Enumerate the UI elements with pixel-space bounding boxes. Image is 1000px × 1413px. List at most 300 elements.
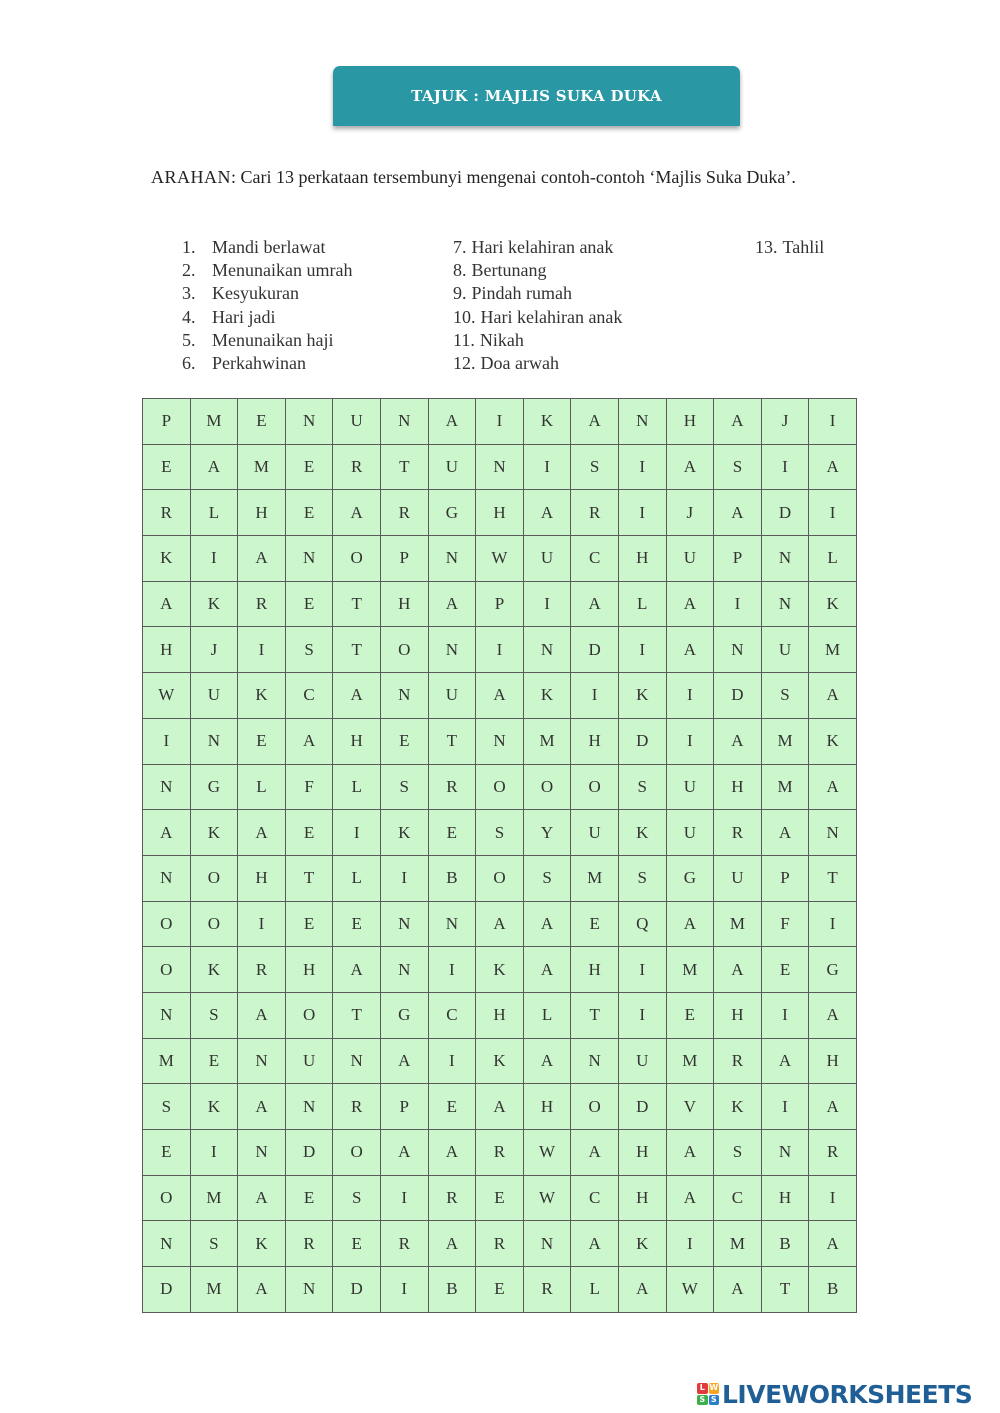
grid-cell[interactable]: N <box>428 627 476 673</box>
grid-cell[interactable]: K <box>380 810 428 856</box>
grid-cell[interactable]: A <box>238 536 286 582</box>
grid-cell[interactable]: I <box>809 1175 857 1221</box>
grid-cell[interactable]: K <box>809 718 857 764</box>
grid-cell[interactable]: K <box>523 673 571 719</box>
grid-cell[interactable]: T <box>333 627 381 673</box>
grid-cell[interactable]: A <box>666 627 714 673</box>
grid-cell[interactable]: S <box>285 627 333 673</box>
grid-cell[interactable]: T <box>428 718 476 764</box>
grid-cell[interactable]: A <box>809 1221 857 1267</box>
grid-cell[interactable]: R <box>809 1130 857 1176</box>
grid-cell[interactable]: O <box>476 855 524 901</box>
grid-cell[interactable]: E <box>285 810 333 856</box>
grid-cell[interactable]: N <box>809 810 857 856</box>
grid-cell[interactable]: I <box>143 718 191 764</box>
grid-cell[interactable]: U <box>285 1038 333 1084</box>
grid-cell[interactable]: I <box>190 536 238 582</box>
grid-cell[interactable]: U <box>428 444 476 490</box>
grid-cell[interactable]: S <box>190 1221 238 1267</box>
grid-cell[interactable]: I <box>190 1130 238 1176</box>
grid-cell[interactable]: O <box>333 1130 381 1176</box>
grid-cell[interactable]: A <box>571 1130 619 1176</box>
grid-cell[interactable]: E <box>285 581 333 627</box>
grid-cell[interactable]: R <box>143 490 191 536</box>
grid-cell[interactable]: I <box>761 1084 809 1130</box>
grid-cell[interactable]: H <box>238 855 286 901</box>
grid-cell[interactable]: E <box>333 901 381 947</box>
grid-cell[interactable]: N <box>380 673 428 719</box>
grid-cell[interactable]: G <box>380 992 428 1038</box>
grid-cell[interactable]: K <box>618 810 666 856</box>
grid-cell[interactable]: H <box>618 536 666 582</box>
grid-cell[interactable]: E <box>285 490 333 536</box>
grid-cell[interactable]: U <box>761 627 809 673</box>
grid-cell[interactable]: S <box>618 855 666 901</box>
grid-cell[interactable]: A <box>714 1267 762 1313</box>
grid-cell[interactable]: K <box>238 673 286 719</box>
grid-cell[interactable]: A <box>666 1175 714 1221</box>
grid-cell[interactable]: I <box>666 1221 714 1267</box>
grid-cell[interactable]: U <box>666 810 714 856</box>
grid-cell[interactable]: E <box>238 399 286 445</box>
grid-cell[interactable]: N <box>333 1038 381 1084</box>
grid-cell[interactable]: G <box>190 764 238 810</box>
grid-cell[interactable]: N <box>761 536 809 582</box>
grid-cell[interactable]: H <box>238 490 286 536</box>
grid-cell[interactable]: K <box>618 1221 666 1267</box>
grid-cell[interactable]: E <box>143 444 191 490</box>
grid-cell[interactable]: N <box>238 1130 286 1176</box>
grid-cell[interactable]: M <box>190 1267 238 1313</box>
grid-cell[interactable]: I <box>618 490 666 536</box>
grid-cell[interactable]: H <box>285 947 333 993</box>
grid-cell[interactable]: K <box>238 1221 286 1267</box>
grid-cell[interactable]: R <box>476 1130 524 1176</box>
grid-cell[interactable]: I <box>333 810 381 856</box>
grid-cell[interactable]: I <box>238 627 286 673</box>
grid-cell[interactable]: S <box>714 444 762 490</box>
grid-cell[interactable]: I <box>476 399 524 445</box>
grid-cell[interactable]: R <box>380 1221 428 1267</box>
grid-cell[interactable]: R <box>285 1221 333 1267</box>
grid-cell[interactable]: D <box>571 627 619 673</box>
grid-cell[interactable]: O <box>571 764 619 810</box>
grid-cell[interactable]: A <box>809 673 857 719</box>
grid-cell[interactable]: D <box>333 1267 381 1313</box>
grid-cell[interactable]: O <box>333 536 381 582</box>
grid-cell[interactable]: T <box>285 855 333 901</box>
grid-cell[interactable]: A <box>761 1038 809 1084</box>
grid-cell[interactable]: I <box>523 444 571 490</box>
grid-cell[interactable]: G <box>809 947 857 993</box>
grid-cell[interactable]: U <box>714 855 762 901</box>
grid-cell[interactable]: S <box>761 673 809 719</box>
grid-cell[interactable]: I <box>618 627 666 673</box>
grid-cell[interactable]: A <box>761 810 809 856</box>
grid-cell[interactable]: K <box>476 1038 524 1084</box>
grid-cell[interactable]: L <box>190 490 238 536</box>
grid-cell[interactable]: M <box>190 1175 238 1221</box>
grid-cell[interactable]: N <box>523 1221 571 1267</box>
grid-cell[interactable]: A <box>380 1130 428 1176</box>
grid-cell[interactable]: T <box>333 992 381 1038</box>
grid-cell[interactable]: U <box>333 399 381 445</box>
grid-cell[interactable]: W <box>523 1175 571 1221</box>
grid-cell[interactable]: I <box>476 627 524 673</box>
grid-cell[interactable]: U <box>618 1038 666 1084</box>
grid-cell[interactable]: A <box>190 444 238 490</box>
grid-cell[interactable]: H <box>571 718 619 764</box>
grid-cell[interactable]: I <box>809 399 857 445</box>
grid-cell[interactable]: A <box>143 810 191 856</box>
grid-cell[interactable]: A <box>523 490 571 536</box>
grid-cell[interactable]: P <box>380 1084 428 1130</box>
grid-cell[interactable]: N <box>380 901 428 947</box>
grid-cell[interactable]: M <box>761 718 809 764</box>
grid-cell[interactable]: O <box>285 992 333 1038</box>
grid-cell[interactable]: M <box>666 947 714 993</box>
grid-cell[interactable]: P <box>380 536 428 582</box>
grid-cell[interactable]: B <box>809 1267 857 1313</box>
grid-cell[interactable]: D <box>285 1130 333 1176</box>
grid-cell[interactable]: A <box>809 764 857 810</box>
grid-cell[interactable]: K <box>190 581 238 627</box>
grid-cell[interactable]: A <box>714 947 762 993</box>
grid-cell[interactable]: P <box>714 536 762 582</box>
grid-cell[interactable]: L <box>618 581 666 627</box>
grid-cell[interactable]: R <box>238 581 286 627</box>
grid-cell[interactable]: J <box>190 627 238 673</box>
grid-cell[interactable]: B <box>428 855 476 901</box>
grid-cell[interactable]: W <box>666 1267 714 1313</box>
grid-cell[interactable]: A <box>476 901 524 947</box>
grid-cell[interactable]: U <box>666 764 714 810</box>
grid-cell[interactable]: H <box>618 1130 666 1176</box>
grid-cell[interactable]: A <box>428 581 476 627</box>
grid-cell[interactable]: C <box>285 673 333 719</box>
grid-cell[interactable]: I <box>809 490 857 536</box>
grid-cell[interactable]: A <box>428 399 476 445</box>
grid-cell[interactable]: C <box>571 536 619 582</box>
grid-cell[interactable]: H <box>666 399 714 445</box>
grid-cell[interactable]: M <box>571 855 619 901</box>
grid-cell[interactable]: H <box>714 764 762 810</box>
grid-cell[interactable]: S <box>571 444 619 490</box>
grid-cell[interactable]: C <box>571 1175 619 1221</box>
grid-cell[interactable]: H <box>333 718 381 764</box>
grid-cell[interactable]: S <box>333 1175 381 1221</box>
grid-cell[interactable]: A <box>571 399 619 445</box>
grid-cell[interactable]: N <box>761 1130 809 1176</box>
grid-cell[interactable]: A <box>666 901 714 947</box>
grid-cell[interactable]: E <box>285 1175 333 1221</box>
grid-cell[interactable]: D <box>618 718 666 764</box>
grid-cell[interactable]: K <box>190 1084 238 1130</box>
grid-cell[interactable]: F <box>761 901 809 947</box>
grid-cell[interactable]: N <box>143 1221 191 1267</box>
grid-cell[interactable]: D <box>143 1267 191 1313</box>
grid-cell[interactable]: R <box>428 764 476 810</box>
grid-cell[interactable]: P <box>143 399 191 445</box>
grid-cell[interactable]: J <box>666 490 714 536</box>
grid-cell[interactable]: E <box>143 1130 191 1176</box>
grid-cell[interactable]: R <box>380 490 428 536</box>
grid-cell[interactable]: L <box>523 992 571 1038</box>
grid-cell[interactable]: E <box>571 901 619 947</box>
grid-cell[interactable]: I <box>618 992 666 1038</box>
grid-cell[interactable]: N <box>285 536 333 582</box>
grid-cell[interactable]: S <box>618 764 666 810</box>
grid-cell[interactable]: A <box>523 901 571 947</box>
grid-cell[interactable]: I <box>380 1175 428 1221</box>
grid-cell[interactable]: M <box>666 1038 714 1084</box>
grid-cell[interactable]: T <box>380 444 428 490</box>
grid-cell[interactable]: E <box>666 992 714 1038</box>
grid-cell[interactable]: A <box>285 718 333 764</box>
grid-cell[interactable]: N <box>618 399 666 445</box>
grid-cell[interactable]: N <box>238 1038 286 1084</box>
grid-cell[interactable]: A <box>238 1175 286 1221</box>
grid-cell[interactable]: C <box>428 992 476 1038</box>
grid-cell[interactable]: S <box>523 855 571 901</box>
grid-cell[interactable]: R <box>714 1038 762 1084</box>
grid-cell[interactable]: H <box>809 1038 857 1084</box>
grid-cell[interactable]: R <box>714 810 762 856</box>
grid-cell[interactable]: A <box>523 947 571 993</box>
grid-cell[interactable]: A <box>238 1267 286 1313</box>
grid-cell[interactable]: J <box>761 399 809 445</box>
grid-cell[interactable]: A <box>666 1130 714 1176</box>
grid-cell[interactable]: E <box>428 810 476 856</box>
grid-cell[interactable]: N <box>714 627 762 673</box>
grid-cell[interactable]: A <box>618 1267 666 1313</box>
grid-cell[interactable]: A <box>714 718 762 764</box>
grid-cell[interactable]: R <box>333 444 381 490</box>
grid-cell[interactable]: U <box>666 536 714 582</box>
grid-cell[interactable]: E <box>761 947 809 993</box>
grid-cell[interactable]: M <box>714 901 762 947</box>
grid-cell[interactable]: F <box>285 764 333 810</box>
grid-cell[interactable]: K <box>523 399 571 445</box>
grid-cell[interactable]: S <box>190 992 238 1038</box>
grid-cell[interactable]: R <box>428 1175 476 1221</box>
grid-cell[interactable]: M <box>714 1221 762 1267</box>
grid-cell[interactable]: R <box>238 947 286 993</box>
grid-cell[interactable]: K <box>809 581 857 627</box>
grid-cell[interactable]: I <box>571 673 619 719</box>
grid-cell[interactable]: A <box>380 1038 428 1084</box>
grid-cell[interactable]: N <box>285 1267 333 1313</box>
grid-cell[interactable]: A <box>238 1084 286 1130</box>
grid-cell[interactable]: I <box>380 1267 428 1313</box>
grid-cell[interactable]: E <box>380 718 428 764</box>
grid-cell[interactable]: G <box>666 855 714 901</box>
grid-cell[interactable]: L <box>571 1267 619 1313</box>
grid-cell[interactable]: E <box>285 444 333 490</box>
grid-cell[interactable]: I <box>380 855 428 901</box>
grid-cell[interactable]: P <box>761 855 809 901</box>
grid-cell[interactable]: N <box>571 1038 619 1084</box>
grid-cell[interactable]: T <box>761 1267 809 1313</box>
grid-cell[interactable]: A <box>428 1221 476 1267</box>
grid-cell[interactable]: R <box>571 490 619 536</box>
grid-cell[interactable]: L <box>333 764 381 810</box>
grid-cell[interactable]: L <box>238 764 286 810</box>
grid-cell[interactable]: S <box>380 764 428 810</box>
grid-cell[interactable]: Y <box>523 810 571 856</box>
grid-cell[interactable]: H <box>476 992 524 1038</box>
grid-cell[interactable]: S <box>714 1130 762 1176</box>
grid-cell[interactable]: N <box>523 627 571 673</box>
grid-cell[interactable]: E <box>190 1038 238 1084</box>
grid-cell[interactable]: I <box>428 1038 476 1084</box>
grid-cell[interactable]: I <box>523 581 571 627</box>
grid-cell[interactable]: A <box>333 673 381 719</box>
grid-cell[interactable]: H <box>523 1084 571 1130</box>
grid-cell[interactable]: N <box>428 536 476 582</box>
grid-cell[interactable]: G <box>428 490 476 536</box>
grid-cell[interactable]: O <box>143 947 191 993</box>
grid-cell[interactable]: L <box>809 536 857 582</box>
grid-cell[interactable]: U <box>523 536 571 582</box>
grid-cell[interactable]: E <box>476 1267 524 1313</box>
grid-cell[interactable]: N <box>285 1084 333 1130</box>
grid-cell[interactable]: W <box>523 1130 571 1176</box>
grid-cell[interactable]: R <box>523 1267 571 1313</box>
grid-cell[interactable]: H <box>618 1175 666 1221</box>
grid-cell[interactable]: K <box>476 947 524 993</box>
grid-cell[interactable]: O <box>380 627 428 673</box>
grid-cell[interactable]: A <box>666 581 714 627</box>
grid-cell[interactable]: N <box>143 764 191 810</box>
grid-cell[interactable]: N <box>190 718 238 764</box>
grid-cell[interactable]: O <box>190 855 238 901</box>
grid-cell[interactable]: O <box>190 901 238 947</box>
grid-cell[interactable]: A <box>714 399 762 445</box>
grid-cell[interactable]: A <box>238 810 286 856</box>
grid-cell[interactable]: I <box>618 947 666 993</box>
grid-cell[interactable]: H <box>476 490 524 536</box>
grid-cell[interactable]: E <box>285 901 333 947</box>
grid-cell[interactable]: N <box>761 581 809 627</box>
grid-cell[interactable]: N <box>143 855 191 901</box>
grid-cell[interactable]: B <box>428 1267 476 1313</box>
grid-cell[interactable]: U <box>190 673 238 719</box>
grid-cell[interactable]: O <box>523 764 571 810</box>
grid-cell[interactable]: S <box>143 1084 191 1130</box>
grid-cell[interactable]: H <box>714 992 762 1038</box>
grid-cell[interactable]: A <box>809 992 857 1038</box>
grid-cell[interactable]: N <box>476 718 524 764</box>
grid-cell[interactable]: W <box>476 536 524 582</box>
grid-cell[interactable]: Q <box>618 901 666 947</box>
grid-cell[interactable]: S <box>476 810 524 856</box>
grid-cell[interactable]: A <box>571 1221 619 1267</box>
grid-cell[interactable]: A <box>238 992 286 1038</box>
grid-cell[interactable]: A <box>428 1130 476 1176</box>
grid-cell[interactable]: A <box>523 1038 571 1084</box>
grid-cell[interactable]: E <box>428 1084 476 1130</box>
grid-cell[interactable]: A <box>476 1084 524 1130</box>
grid-cell[interactable]: M <box>761 764 809 810</box>
grid-cell[interactable]: A <box>476 673 524 719</box>
grid-cell[interactable]: D <box>761 490 809 536</box>
grid-cell[interactable]: N <box>428 901 476 947</box>
grid-cell[interactable]: T <box>333 581 381 627</box>
grid-cell[interactable]: A <box>809 1084 857 1130</box>
grid-cell[interactable]: M <box>143 1038 191 1084</box>
grid-cell[interactable]: K <box>714 1084 762 1130</box>
grid-cell[interactable]: I <box>809 901 857 947</box>
grid-cell[interactable]: M <box>809 627 857 673</box>
grid-cell[interactable]: K <box>143 536 191 582</box>
grid-cell[interactable]: O <box>571 1084 619 1130</box>
grid-cell[interactable]: A <box>333 490 381 536</box>
grid-cell[interactable]: T <box>809 855 857 901</box>
grid-cell[interactable]: I <box>428 947 476 993</box>
grid-cell[interactable]: V <box>666 1084 714 1130</box>
grid-cell[interactable]: R <box>333 1084 381 1130</box>
grid-cell[interactable]: A <box>571 581 619 627</box>
grid-cell[interactable]: I <box>761 992 809 1038</box>
grid-cell[interactable]: E <box>238 718 286 764</box>
grid-cell[interactable]: U <box>571 810 619 856</box>
grid-cell[interactable]: N <box>143 992 191 1038</box>
grid-cell[interactable]: K <box>618 673 666 719</box>
grid-cell[interactable]: O <box>476 764 524 810</box>
grid-cell[interactable]: H <box>143 627 191 673</box>
grid-cell[interactable]: I <box>761 444 809 490</box>
grid-cell[interactable]: E <box>476 1175 524 1221</box>
grid-cell[interactable]: N <box>476 444 524 490</box>
grid-cell[interactable]: D <box>714 673 762 719</box>
grid-cell[interactable]: O <box>143 1175 191 1221</box>
grid-cell[interactable]: M <box>523 718 571 764</box>
grid-cell[interactable]: K <box>190 947 238 993</box>
grid-cell[interactable]: A <box>333 947 381 993</box>
grid-cell[interactable]: N <box>380 399 428 445</box>
grid-cell[interactable]: K <box>190 810 238 856</box>
grid-cell[interactable]: P <box>476 581 524 627</box>
grid-cell[interactable]: I <box>666 673 714 719</box>
grid-cell[interactable]: E <box>333 1221 381 1267</box>
grid-cell[interactable]: R <box>476 1221 524 1267</box>
grid-cell[interactable]: A <box>666 444 714 490</box>
grid-cell[interactable]: I <box>618 444 666 490</box>
grid-cell[interactable]: U <box>428 673 476 719</box>
grid-cell[interactable]: I <box>666 718 714 764</box>
grid-cell[interactable]: N <box>285 399 333 445</box>
grid-cell[interactable]: N <box>380 947 428 993</box>
grid-cell[interactable]: A <box>809 444 857 490</box>
grid-cell[interactable]: C <box>714 1175 762 1221</box>
grid-cell[interactable]: H <box>571 947 619 993</box>
grid-cell[interactable]: M <box>190 399 238 445</box>
grid-cell[interactable]: B <box>761 1221 809 1267</box>
grid-cell[interactable]: H <box>380 581 428 627</box>
grid-cell[interactable]: A <box>714 490 762 536</box>
grid-cell[interactable]: D <box>618 1084 666 1130</box>
grid-cell[interactable]: A <box>143 581 191 627</box>
grid-cell[interactable]: L <box>333 855 381 901</box>
grid-cell[interactable]: I <box>238 901 286 947</box>
grid-cell[interactable]: O <box>143 901 191 947</box>
grid-cell[interactable]: W <box>143 673 191 719</box>
grid-cell[interactable]: M <box>238 444 286 490</box>
grid-cell[interactable]: T <box>571 992 619 1038</box>
grid-cell[interactable]: H <box>761 1175 809 1221</box>
grid-cell[interactable]: I <box>714 581 762 627</box>
